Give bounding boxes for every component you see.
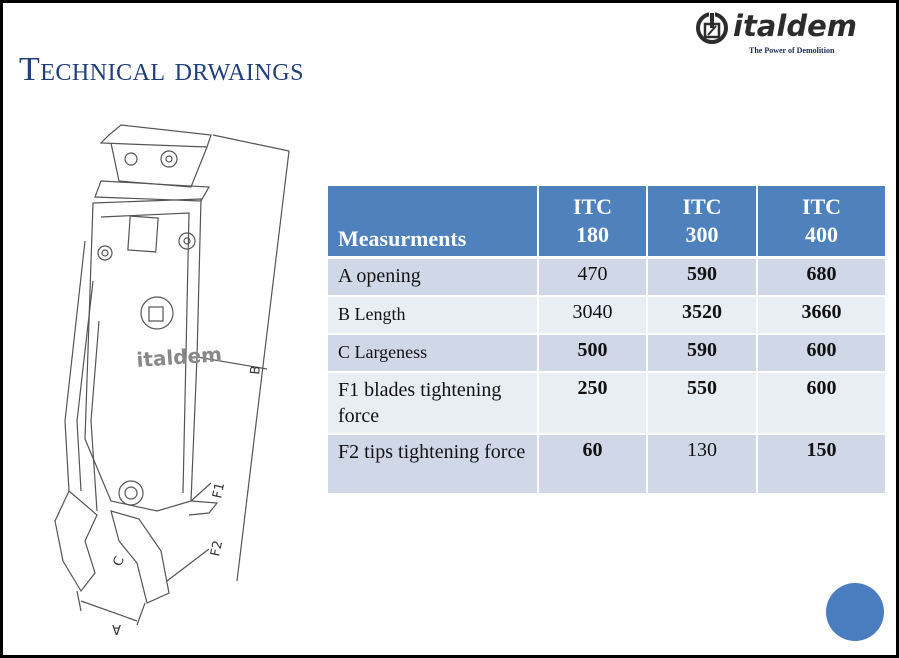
row-value: 550 <box>648 373 758 435</box>
dim-label-f1: F1 <box>210 481 229 500</box>
row-value: 3520 <box>648 297 758 335</box>
dim-label-f2: F2 <box>208 539 227 558</box>
logo-tagline: The Power of Demolition <box>749 46 835 55</box>
row-value: 600 <box>758 373 887 435</box>
row-value: 600 <box>758 335 887 373</box>
row-label: F1 blades tightening force <box>328 373 539 435</box>
italdem-logo-icon <box>695 11 729 45</box>
table-row <box>328 259 887 297</box>
brand-logo <box>693 9 893 59</box>
drawing-jaw-left <box>55 491 97 591</box>
table-row <box>328 435 887 495</box>
logo-name: italdem <box>733 9 857 43</box>
table-row <box>328 297 887 335</box>
drawing-flange <box>101 125 211 147</box>
header-model-itc-180: ITC 180 <box>539 186 648 259</box>
row-value: 150 <box>758 435 887 495</box>
table-row <box>328 335 887 373</box>
row-value: 470 <box>539 259 648 297</box>
header-measurements: Measurments <box>328 186 539 259</box>
header-model-itc-400: ITC 400 <box>758 186 887 259</box>
table-row <box>328 373 887 435</box>
dim-label-b: B <box>248 364 264 376</box>
table-header-row <box>328 186 887 259</box>
row-value: 590 <box>648 259 758 297</box>
slide-title: Technical drwaings <box>19 51 304 88</box>
row-value: 680 <box>758 259 887 297</box>
row-value: 3660 <box>758 297 887 335</box>
dim-label-c: C <box>110 554 128 569</box>
row-value: 3040 <box>539 297 648 335</box>
row-label: F2 tips tightening force <box>328 435 539 495</box>
header-model-itc-300: ITC 300 <box>648 186 758 259</box>
row-value: 590 <box>648 335 758 373</box>
slide-decor-circle <box>826 583 884 641</box>
drawing-brand: italdem <box>135 342 223 372</box>
technical-drawing <box>41 121 331 641</box>
row-value: 60 <box>539 435 648 495</box>
row-label: A opening <box>328 259 539 297</box>
dim-label-a: A <box>112 621 121 636</box>
row-value: 130 <box>648 435 758 495</box>
row-value: 500 <box>539 335 648 373</box>
row-value: 250 <box>539 373 648 435</box>
row-label: C Largeness <box>328 335 539 373</box>
specs-table <box>328 186 887 495</box>
row-label: B Length <box>328 297 539 335</box>
